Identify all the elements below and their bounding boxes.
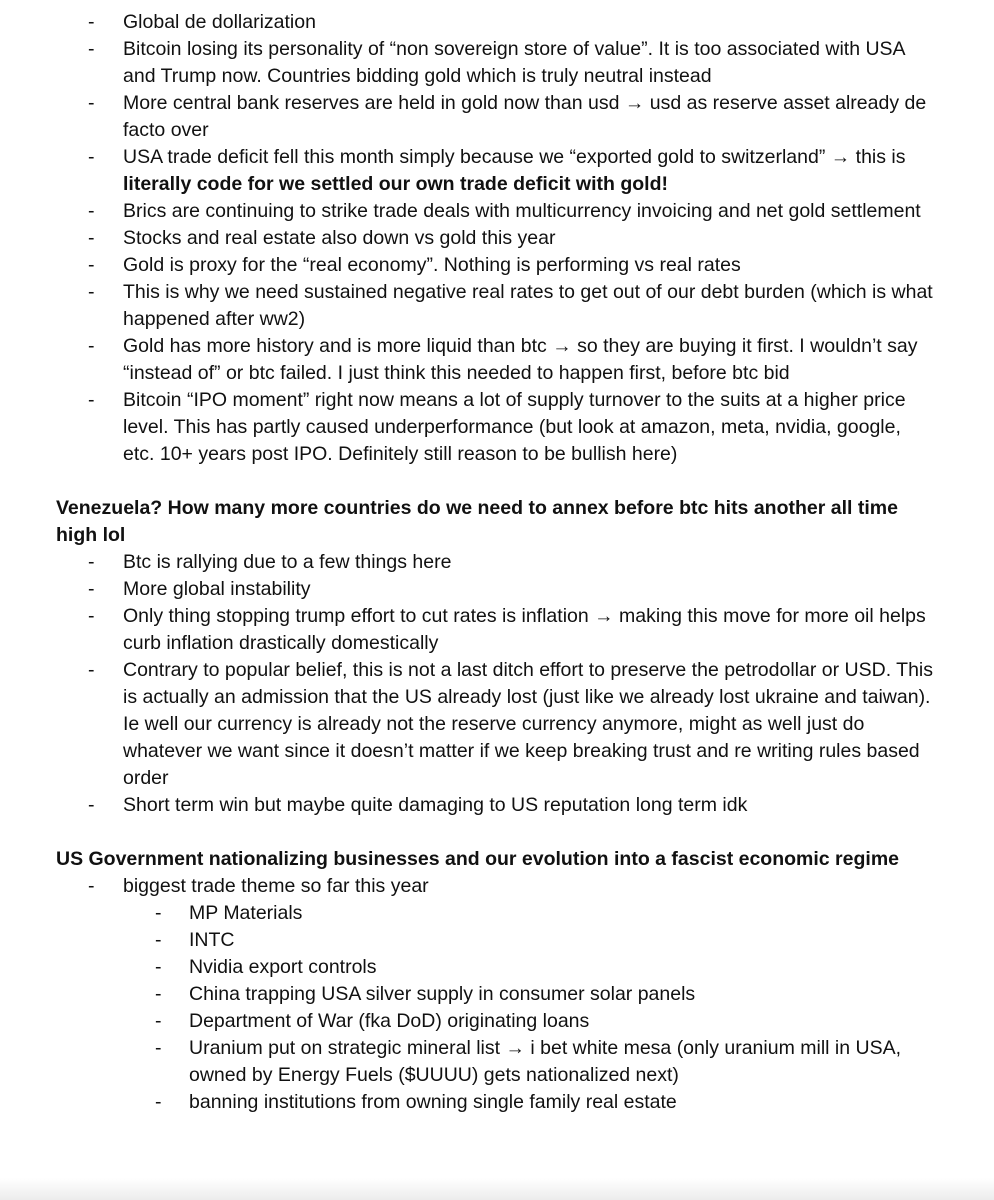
- bullet-dash: -: [88, 254, 95, 276]
- bottom-edge-shadow: [0, 1178, 994, 1200]
- nationalizing-heading: US Government nationalizing businesses and our evolution into a fascist economic regime: [56, 848, 900, 870]
- bullet-dash: -: [155, 1010, 162, 1032]
- bullet-dash: -: [88, 200, 95, 222]
- bullet-dash: -: [155, 983, 162, 1005]
- bullet-dash: -: [155, 1037, 162, 1059]
- bullet-dash: -: [88, 227, 95, 249]
- bullet-dash: -: [155, 929, 162, 951]
- bullet-dash: -: [88, 281, 95, 303]
- bullet-dash: -: [155, 902, 162, 924]
- list-item: - Stocks and real estate also down vs gold this year: [0, 225, 994, 252]
- bullet-dash: -: [88, 146, 95, 168]
- bullet-dash: -: [88, 605, 95, 627]
- list-item: - Bitcoin “IPO moment” right now means a lot of supply turnover to the suits at a higher price level. This has partly caused underperformance (but look at amazon, meta, nvidia, google, etc. 10+ years post IPO. Definitely still reason to be bullish here): [88, 389, 906, 465]
- gold-bullet-list: [0, 9, 994, 468]
- nested-list-item: - Nvidia export controls: [0, 954, 994, 981]
- list-item: - Bitcoin losing its personality of “non sovereign store of value”. It is too associated with USA and Trump now. Countries bidding gold which is truly neutral instead: [88, 38, 905, 87]
- nationalizing-bullet-list: [0, 873, 994, 900]
- list-item: - Btc is rallying due to a few things here: [0, 549, 994, 576]
- bullet-dash: -: [88, 578, 95, 600]
- venezuela-heading: Venezuela? How many more countries do we need to annex before btc hits another all time high lol: [56, 497, 898, 546]
- venezuela-bullet-list: [0, 549, 994, 819]
- list-item: - This is why we need sustained negative real rates to get out of our debt burden (which is what happened after ww2): [88, 281, 933, 330]
- list-item: - Global de dollarization: [0, 9, 994, 36]
- list-item: - More central bank reserves are held in gold now than usd → usd as reserve asset already de facto over: [88, 92, 927, 141]
- list-item: - Short term win but maybe quite damaging to US reputation long term idk: [0, 792, 994, 819]
- bullet-dash: -: [88, 659, 95, 681]
- list-item: - Brics are continuing to strike trade deals with multicurrency invoicing and net gold settlement: [0, 198, 994, 225]
- bullet-dash: -: [155, 956, 162, 978]
- nested-list-item: - INTC: [0, 927, 994, 954]
- list-item: - biggest trade theme so far this year: [0, 873, 994, 900]
- nested-list-item: - banning institutions from owning single family real estate: [0, 1089, 994, 1116]
- bullet-dash: -: [88, 794, 95, 816]
- bullet-dash: -: [88, 38, 95, 60]
- bullet-dash: -: [88, 551, 95, 573]
- nested-bullet-list: [0, 900, 994, 1116]
- bullet-dash: -: [88, 389, 95, 411]
- list-item: - Gold is proxy for the “real economy”. Nothing is performing vs real rates: [0, 252, 994, 279]
- emphasis-text: literally code for we settled our own trade deficit with gold!: [123, 173, 668, 195]
- list-item: - More global instability: [0, 576, 994, 603]
- nested-list-item: - MP Materials: [0, 900, 994, 927]
- nested-list-item: - Department of War (fka DoD) originating loans: [0, 1008, 994, 1035]
- list-item: - Contrary to popular belief, this is not a last ditch effort to preserve the petrodollar or USD. This is actually an admission that the US already lost (just like we already lost ukraine and taiwan). Ie well our currency is already not the reserve currency anymore, might as well just do whatever we want since it doesn’t matter if we keep breaking trust and re writing rules based order: [88, 659, 934, 789]
- bullet-dash: -: [88, 92, 95, 114]
- list-item: - Only thing stopping trump effort to cut rates is inflation → making this move for more oil helps curb inflation drastically domestically: [88, 605, 926, 654]
- nested-list-item: - China trapping USA silver supply in consumer solar panels: [0, 981, 994, 1008]
- list-item: - USA trade deficit fell this month simply because we “exported gold to switzerland” → this is literally code for we settled our own trade deficit with gold!: [88, 146, 906, 195]
- bullet-dash: -: [88, 875, 95, 897]
- bullet-dash: -: [88, 335, 95, 357]
- bullet-dash: -: [88, 11, 95, 33]
- nested-list-item: - Uranium put on strategic mineral list → i bet white mesa (only uranium mill in USA, owned by Energy Fuels ($UUUU) gets nationalized next): [155, 1037, 902, 1086]
- bullet-dash: -: [155, 1091, 162, 1113]
- list-item: - Gold has more history and is more liquid than btc → so they are buying it first. I wouldn’t say “instead of” or btc failed. I just think this needed to happen first, before btc bid: [88, 335, 918, 384]
